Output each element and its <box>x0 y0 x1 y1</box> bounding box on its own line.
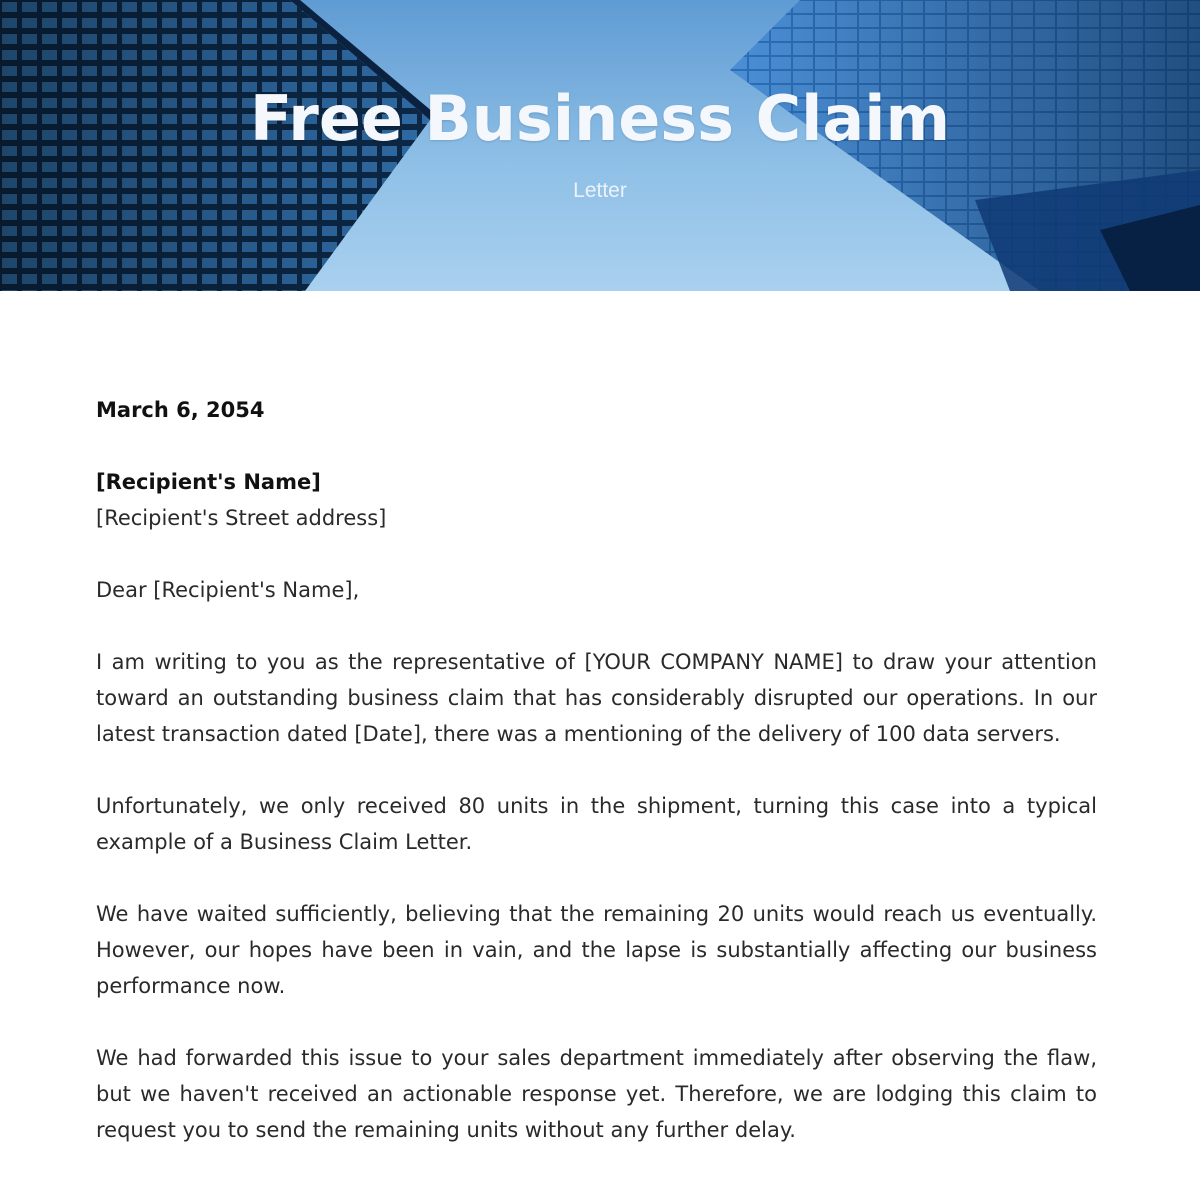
recipient-name: [Recipient's Name] <box>96 470 321 494</box>
header-banner <box>0 0 1200 291</box>
letter-body <box>96 392 1097 1184</box>
recipient-block <box>96 464 1097 536</box>
paragraph: We have waited sufficiently, believing that the remaining 20 units would reach us eventually. However, our hopes have been in vain, and the lapse is substantially affecting our business performance now. <box>96 902 1097 998</box>
salutation: Dear [Recipient's Name], <box>96 578 360 602</box>
paragraph: Unfortunately, we only received 80 units in the shipment, turning this case into a typical example of a Business Claim Letter. <box>96 794 1097 854</box>
banner-subtitle: Letter <box>573 179 627 202</box>
paragraph: We had forwarded this issue to your sales department immediately after observing the flaw, but we haven't received an actionable response yet. Therefore, we are lodging this claim to request you to send the remaining units without any further delay. <box>96 1046 1097 1142</box>
banner-title: Free Business Claim <box>249 82 951 155</box>
recipient-address: [Recipient's Street address] <box>96 506 387 530</box>
letter-date: March 6, 2054 <box>96 398 265 422</box>
paragraph: I am writing to you as the representative of [YOUR COMPANY NAME] to draw your attention toward an outstanding business claim that has considerably disrupted our operations. In our latest transaction dated [Date], there was a mentioning of the delivery of 100 data servers. <box>96 650 1097 746</box>
